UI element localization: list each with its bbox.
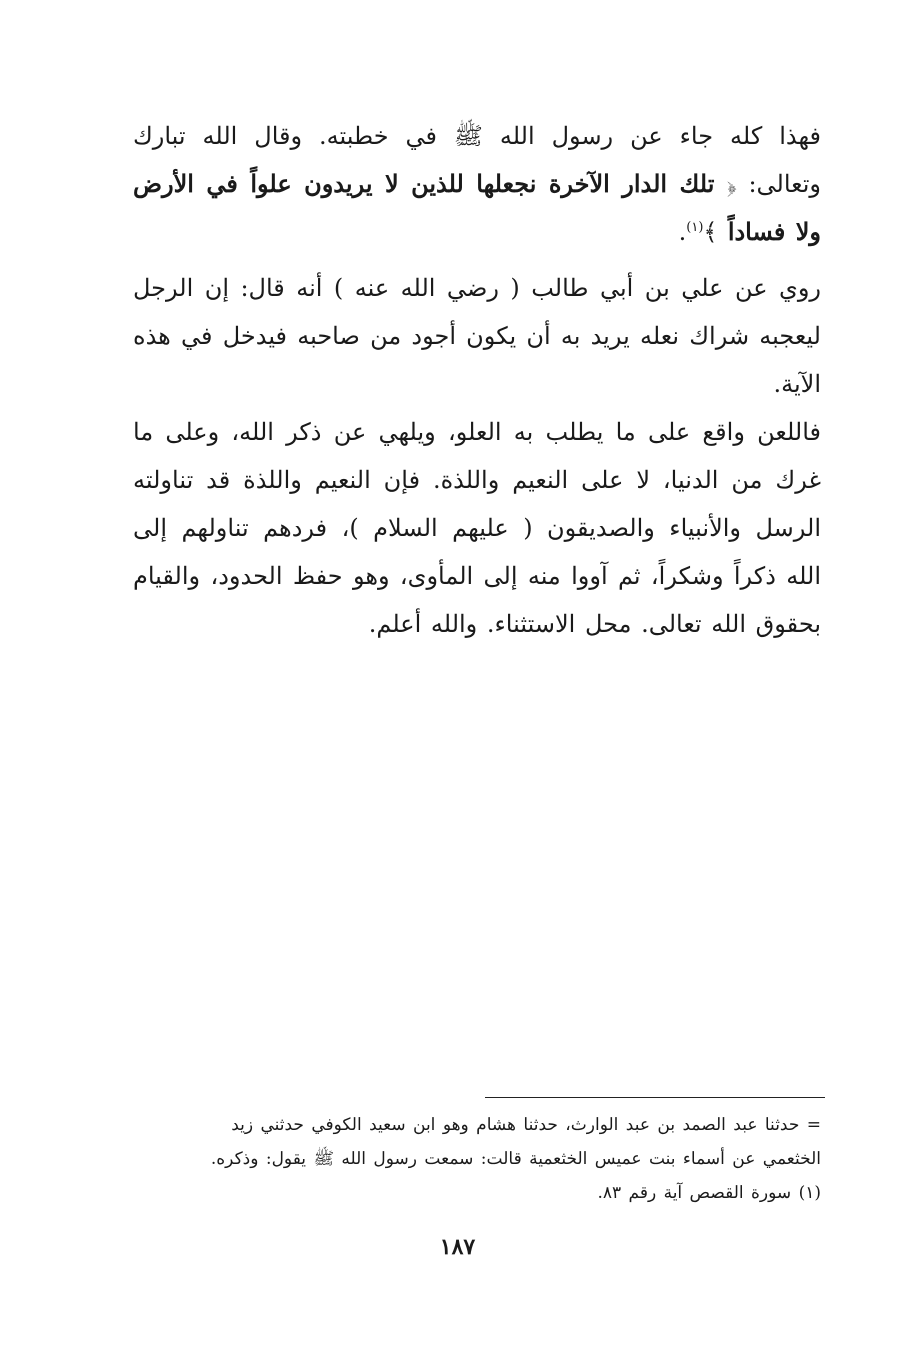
paragraph-2: روي عن علي بن أبي طالب ( رضي الله عنه ) أنه قال: إن الرجل ليعجبه شراك نعله يريد به أن يكون أجود من صاحبه فيدخل في هذه الآية.: [133, 274, 821, 398]
paragraph-1-intro: فهذا كله جاء عن رسول الله ﷺ في خطبته. وقال الله تبارك وتعالى:: [133, 122, 822, 198]
quran-open-bracket: ﴿: [726, 170, 737, 198]
paragraph-1-end: .: [678, 218, 687, 246]
quran-verse-text: تلك الدار الآخرة نجعلها للذين لا يريدون علواً في الأرض ولا فساداً: [133, 169, 821, 246]
paragraph-3: فاللعن واقع على ما يطلب به العلو، ويلهي عن ذكر الله، وعلى ما غرك من الدنيا، لا على النعيم واللذة. فإن النعيم واللذة قد تناولته الرسل والأنبياء والصديقون ( عليهم السلام )، فردهم تناولهم إلى الله ذكراً وشكراً، ثم آووا منه إلى المأوى، وهو حفظ الحدود، والقيام بحقوق الله تعالى. محل الاستثناء. والله أعلم.: [133, 418, 821, 638]
footnotes: [133, 1108, 821, 1210]
footnote-line-1: = حدثنا عبد الصمد بن عبد الوارث، حدثنا هشام وهو ابن سعيد الكوفي حدثني زيد: [231, 1115, 821, 1135]
page-number: ١٨٧: [439, 1234, 476, 1260]
footnote-divider: [485, 1097, 825, 1098]
footnote-line-3: (١) سورة القصص آية رقم ٨٣.: [597, 1183, 821, 1203]
footnote-line-2: الخثعمي عن أسماء بنت عميس الخثعمية قالت: سمعت رسول الله ﷺ يقول: وذكره.: [210, 1149, 821, 1169]
paragraph-1: [133, 112, 821, 256]
quran-verse: [133, 169, 821, 246]
footnote-ref-1: (١): [686, 220, 704, 235]
quran-close-bracket: ﴾: [703, 218, 718, 246]
